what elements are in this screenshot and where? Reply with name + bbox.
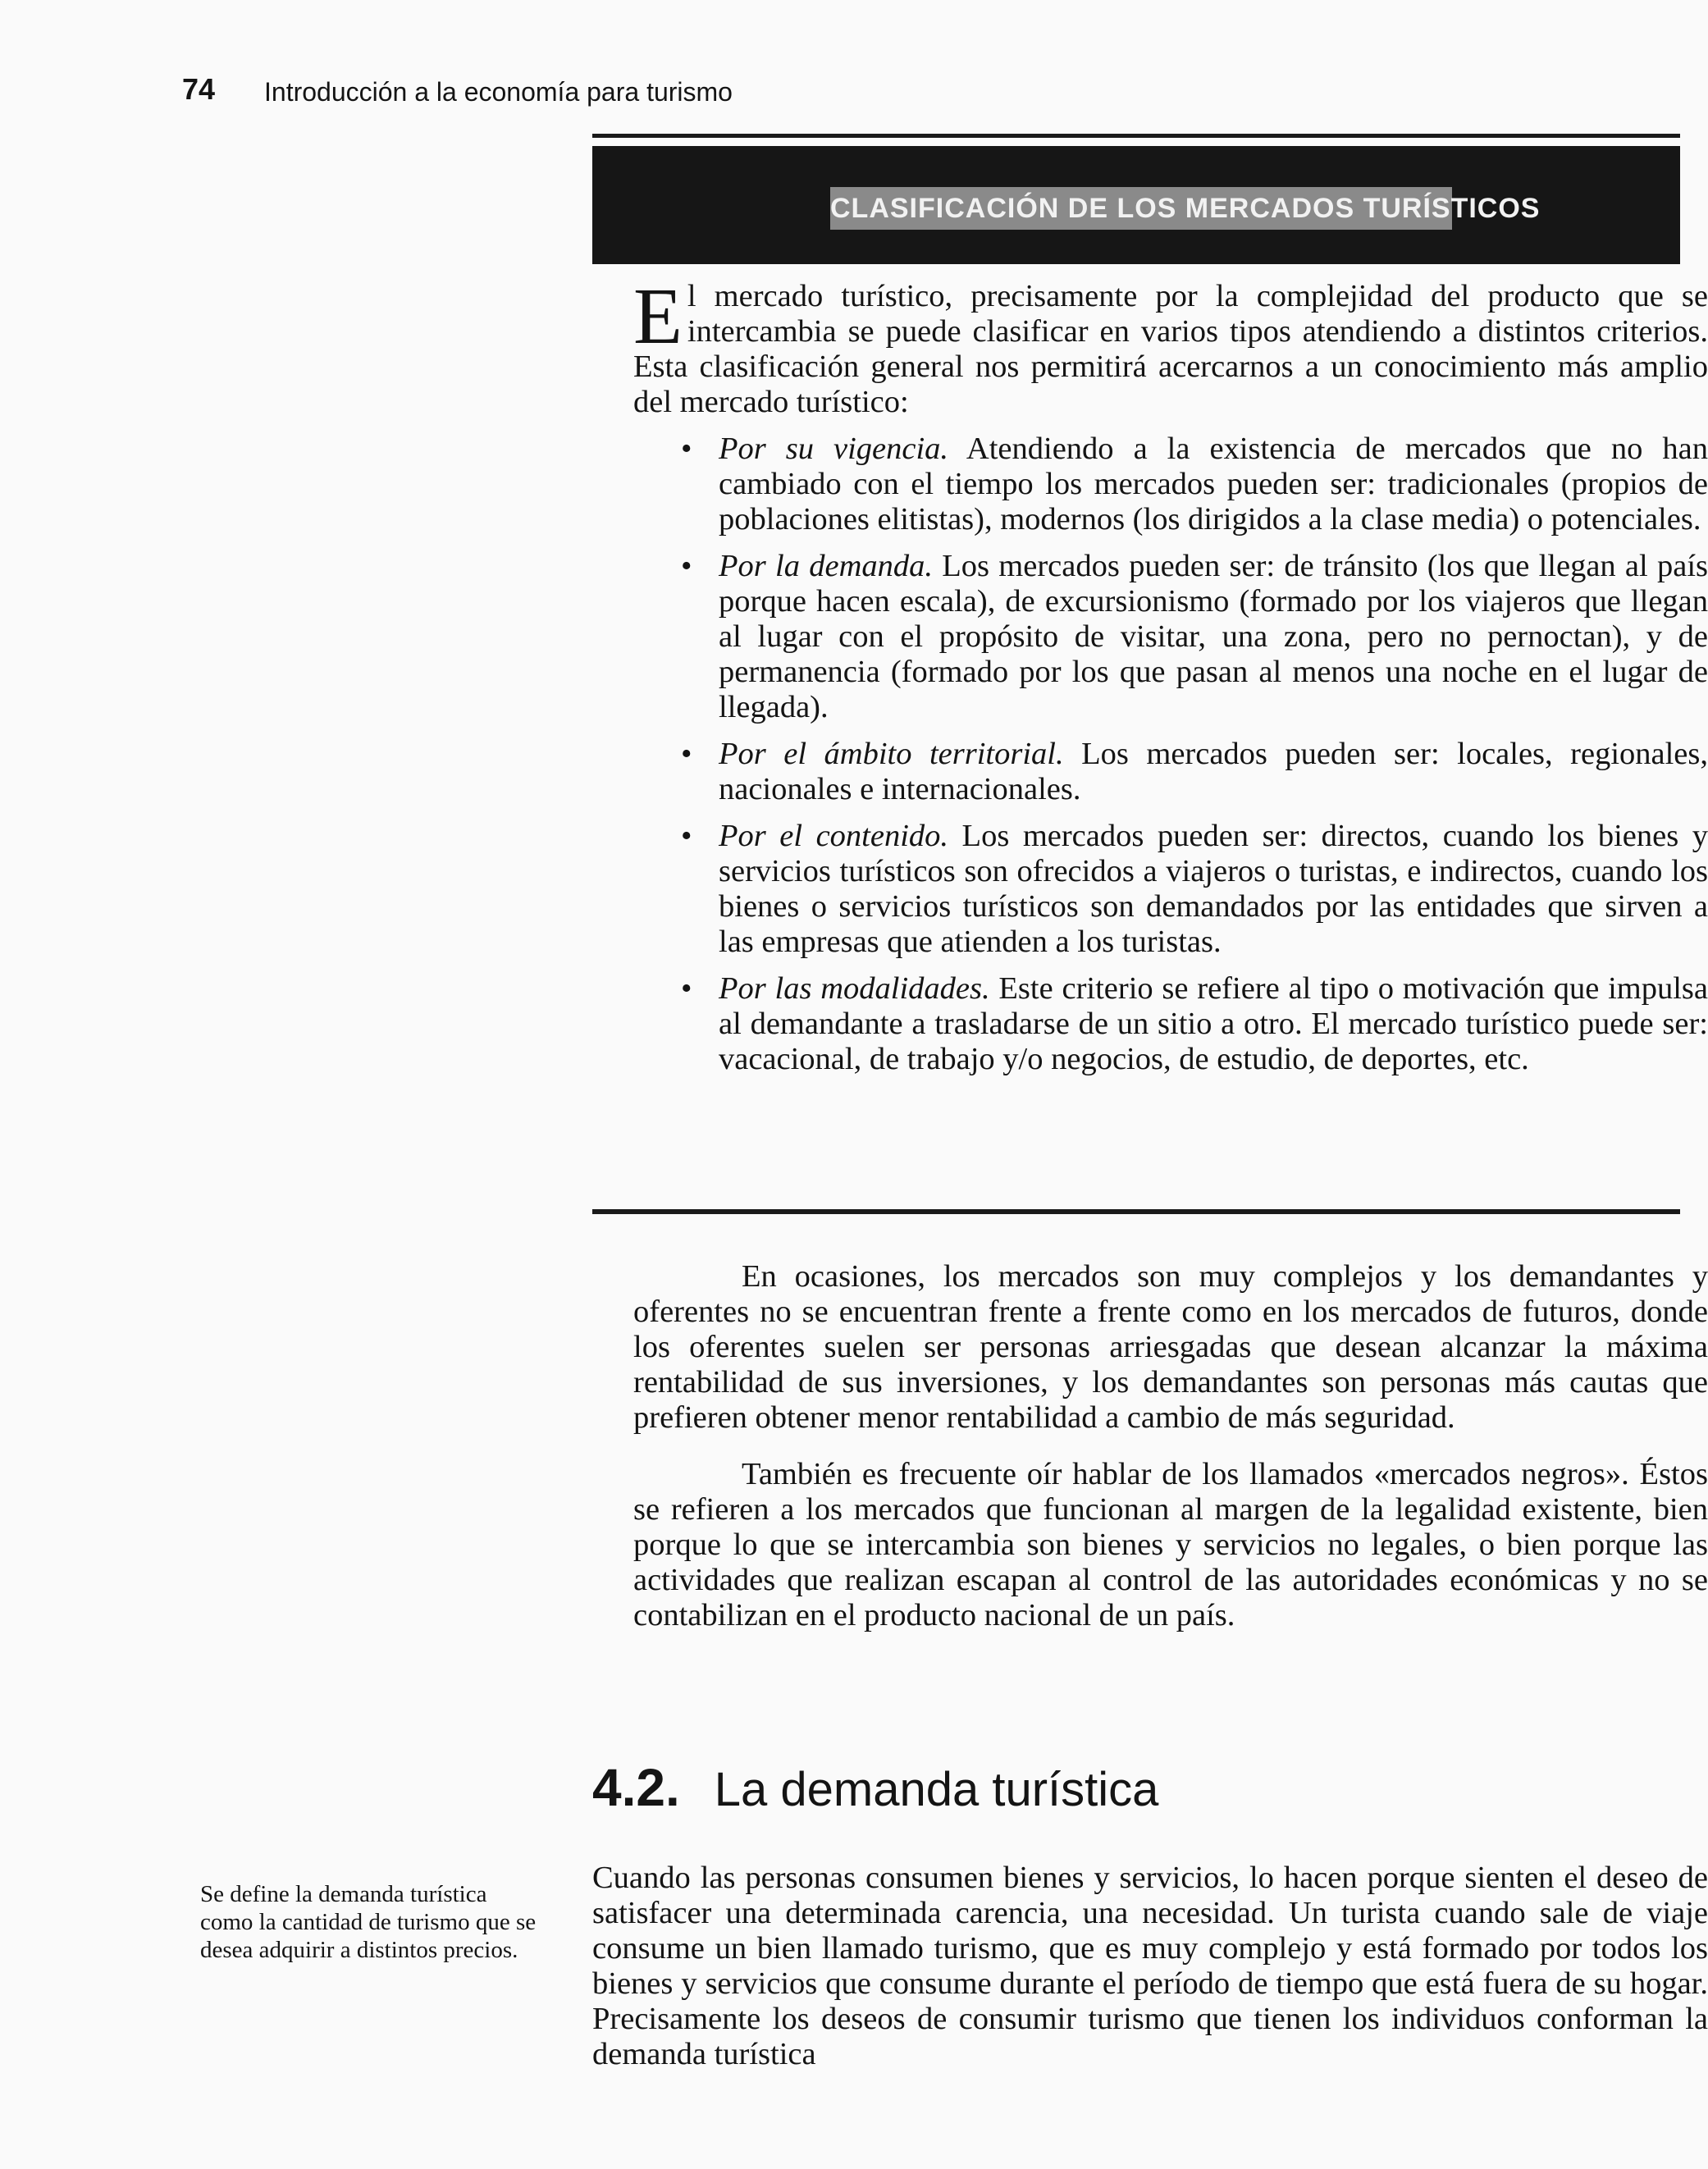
section-number: 4.2. <box>592 1758 680 1817</box>
list-item-label: Por el contenido. <box>719 819 949 853</box>
bullet-icon: • <box>681 819 692 853</box>
body-paragraph: También es frecuente oír hablar de los llamados «mercados negros». Éstos se refieren a los mercados que funcionan al margen de la legalidad existente, bien porque lo que se intercambia son bienes y servicios no legales, o bien porque las actividades que realizan escapan al control de las autoridades económicas y no se contabilizan en el producto nacional de un país. <box>633 1457 1708 1632</box>
list-item-label: Por su vigencia. <box>719 432 949 466</box>
bullet-icon: • <box>681 549 692 583</box>
box-bottom-rule <box>592 1209 1680 1214</box>
list-item-label: Por la demanda. <box>719 549 933 583</box>
box-intro-text: l mercado turístico, precisamente por la complejidad del producto que se intercambia se puede clasificar en varios tipos atendiendo a distintos criterios. Esta clasificación general nos permitirá acercarnos a un conocimiento más amplio del mercado turístico: <box>633 279 1708 419</box>
list-item <box>681 432 1708 537</box>
list-item <box>681 971 1708 1077</box>
body-text <box>633 1259 1708 1655</box>
running-title: Introducción a la economía para turismo <box>264 77 733 107</box>
section-body <box>592 1861 1708 2072</box>
list-item <box>681 549 1708 725</box>
list-item-label: Por las modalidades. <box>719 971 990 1006</box>
section-heading <box>592 1757 1158 1818</box>
list-item-text: Atendiendo a la existencia de mercados que no han cambiado con el tiempo los mercados pueden ser: tradicionales (propios de poblaciones elitistas), modernos (los dirigidos a la clase media) o potenciales. <box>719 432 1708 537</box>
section-title: La demanda turística <box>714 1763 1159 1816</box>
box-title: CLASIFICACIÓN DE LOS MERCADOS TURÍSTICOS <box>830 187 1452 230</box>
list-item-text: Los mercados pueden ser: locales, regionales, nacionales e internacionales. <box>719 737 1708 806</box>
drop-cap: E <box>633 272 683 361</box>
bullet-icon: • <box>681 432 692 466</box>
list-item-label: Por el ámbito territorial. <box>719 737 1064 771</box>
criteria-list <box>633 432 1708 1077</box>
margin-note: Se define la demanda turística como la cantidad de turismo que se desea adquirir a distintos precios. <box>200 1881 537 1963</box>
box-top-rule <box>592 134 1680 138</box>
list-item-text: Los mercados pueden ser: de tránsito (los que llegan al país porque hacen escala), de excursionismo (formado por los viajeros que llegan al lugar con el propósito de visitar, una zona, pero no pernoctan), y de permanencia (formado por los que pasan al menos una noche en el lugar de llegada). <box>719 549 1708 724</box>
body-paragraph: En ocasiones, los mercados son muy complejos y los demandantes y oferentes no se encuentran frente a frente como en los mercados de futuros, donde los oferentes suelen ser personas arriesgadas que desean alcanzar la máxima rentabilidad de sus inversiones, y los demandantes son personas más cautas que prefieren obtener menor rentabilidad a cambio de más seguridad. <box>633 1259 1708 1435</box>
bullet-icon: • <box>681 737 692 771</box>
section-paragraph: Cuando las personas consumen bienes y servicios, lo hacen porque sienten el deseo de satisfacer una determinada carencia, una necesidad. Un turista cuando sale de viaje consume un bien llamado turismo, que es muy complejo y está formado por todos los bienes y servicios que consume durante el período de tiempo que está fuera de su hogar. Precisamente los deseos de consumir turismo que tienen los individuos conforman la demanda turística <box>592 1861 1708 2071</box>
page-number: 74 <box>182 72 216 106</box>
list-item-text: Este criterio se refiere al tipo o motivación que impulsa al demandante a trasladarse de un sitio a otro. El mercado turístico puede ser: vacacional, de trabajo y/o negocios, de estudio, de deportes, etc. <box>719 971 1708 1076</box>
classification-box <box>633 272 1708 1089</box>
list-item <box>681 819 1708 960</box>
box-intro <box>633 272 1708 420</box>
bullet-icon: • <box>681 971 692 1006</box>
list-item <box>681 737 1708 807</box>
list-item-text: Los mercados pueden ser: directos, cuando los bienes y servicios turísticos son ofrecidos a viajeros o turistas, e indirectos, cuando los bienes o servicios turísticos son demandados por las entidades que sirven a las empresas que atienden a los turistas. <box>719 819 1708 959</box>
page-header <box>182 72 215 107</box>
